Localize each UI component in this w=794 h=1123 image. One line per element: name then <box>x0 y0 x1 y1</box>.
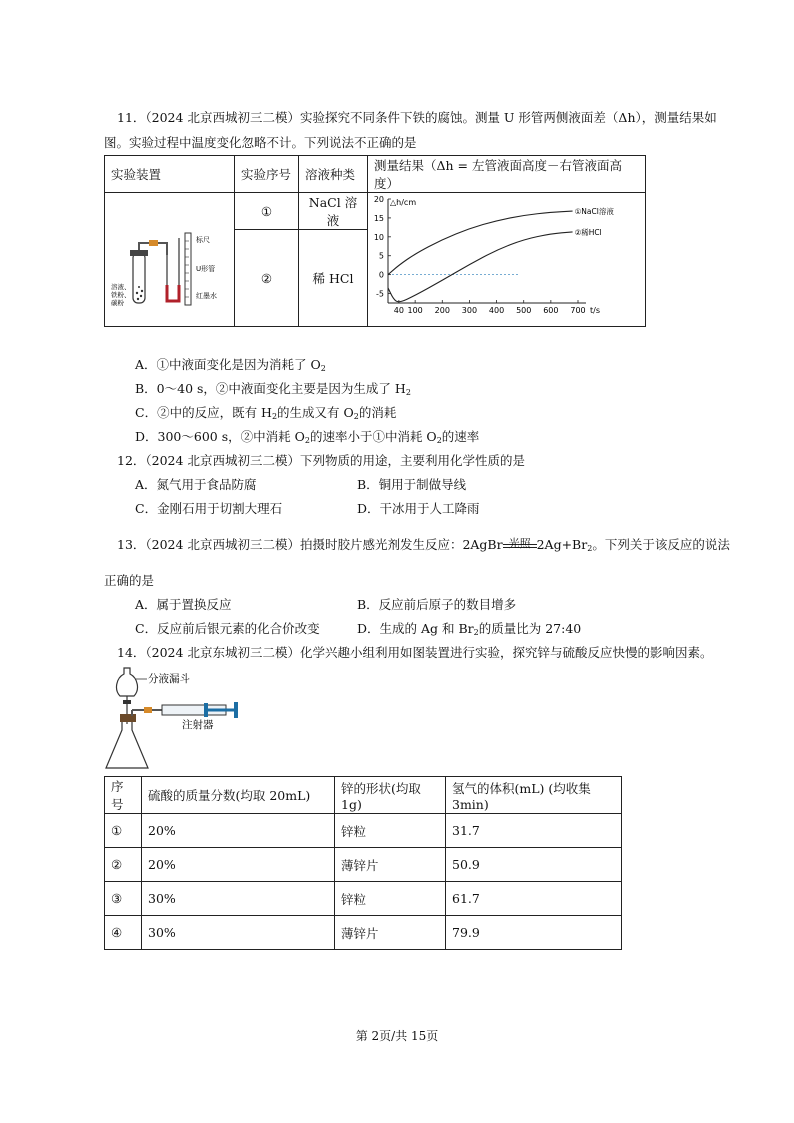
q14-header-h2-volume: 氢气的体积(mL) (均收集 3min) <box>446 777 622 814</box>
u-tube <box>167 238 179 301</box>
label-ruler: 标尺 <box>196 236 210 244</box>
y-tick-label: 0 <box>378 270 384 280</box>
delta-h-chart <box>368 193 645 323</box>
test-tube-stopper <box>130 250 148 256</box>
flask-stopper <box>120 714 136 722</box>
q11-header-no: 实验序号 <box>235 156 299 193</box>
label-left-1: 溶液、 <box>111 283 131 291</box>
q12-option-c: C．金刚石用于切割大理石 <box>135 501 283 516</box>
q14-header-no: 序号 <box>105 777 142 814</box>
chart-ticks <box>374 195 586 315</box>
page-footer: 第 2页/共 15页 <box>355 1029 439 1043</box>
series-label-2: ②稀HCl <box>574 227 602 237</box>
q14-table <box>104 776 622 950</box>
label-red-ink: 红墨水 <box>196 292 217 300</box>
syringe-plunger-head <box>204 703 208 717</box>
ruler <box>185 233 191 305</box>
u-tube-apparatus-figure <box>105 193 234 323</box>
x-tick-label: 300 <box>461 306 478 315</box>
test-tube <box>133 253 145 303</box>
tube-clamp <box>149 240 158 246</box>
q13-option-d: D．生成的 Ag 和 $Br_2$的质量比为 27:40 <box>357 621 582 637</box>
q12-option-b: B．铜用于制做导线 <box>357 477 467 492</box>
conical-flask <box>106 722 148 768</box>
chart-labels <box>390 198 614 315</box>
table-row: ① 20% 锌粒 31.7 <box>105 814 622 848</box>
y-tick-label: 20 <box>373 195 384 204</box>
tube-connector <box>144 707 152 713</box>
chart-axes <box>388 199 586 303</box>
table-row: ③ 30% 锌粒 61.7 <box>105 882 622 916</box>
q11-option-c: C．②中的反应，既有 $H_2$的生成又有 $O_2$的消耗 <box>135 405 397 421</box>
q11-stem-line2: 图。实验过程中温度变化忽略不计。下列说法不正确的是 <box>104 135 417 150</box>
q13-stem-line2: 正确的是 <box>104 573 155 588</box>
table-row: ④ 30% 薄锌片 79.9 <box>105 916 622 950</box>
red-ink <box>167 285 179 301</box>
q11-header-result: 测量结果（Δh = 左管液面高度－右管液面高度） <box>368 156 646 193</box>
q11-stem-line1: 11．（2024 北京西城初三二模）实验探究不同条件下铁的腐蚀。测量 U 形管两侧液面差（Δh），测量结果如 <box>117 110 717 125</box>
q14-header-concentration: 硫酸的质量分数(均取 20mL) <box>142 777 335 814</box>
series-line-1 <box>388 211 573 275</box>
label-left-2: 铁粉、 <box>111 291 131 299</box>
chart-series <box>388 211 573 302</box>
q11-row2-no: ② <box>235 230 299 327</box>
q11-table <box>104 155 646 327</box>
apparatus-cell <box>105 193 235 327</box>
q11-option-d: D．300～600 s，②中消耗 $O_2$的速率小于①中消耗 $O_2$的速率 <box>135 429 480 445</box>
x-tick-label: 40 <box>393 306 404 315</box>
iron-carbon-powder <box>136 286 143 300</box>
x-tick-label: 700 <box>570 306 586 315</box>
table-row: ② 20% 薄锌片 50.9 <box>105 848 622 882</box>
y-tick-label: 5 <box>378 251 384 261</box>
chart-cell <box>368 193 646 327</box>
q13-option-b: B．反应前后原子的数目增多 <box>357 597 517 612</box>
label-utube: U形管 <box>196 265 216 273</box>
q11-option-a: A．①中液面变化是因为消耗了 $O_2$ <box>135 357 326 373</box>
x-tick-label: 200 <box>434 306 450 315</box>
separatory-funnel <box>117 668 138 696</box>
q11-header-solution: 溶液种类 <box>299 156 368 193</box>
q14-header-zinc-shape: 锌的形状(均取 1g) <box>335 777 446 814</box>
q11-row2-solution: 稀 HCl <box>299 230 368 327</box>
label-funnel: 分液漏斗 <box>148 673 190 685</box>
zinc-acid-apparatus-figure <box>100 664 270 772</box>
series-line-2 <box>388 232 573 302</box>
q12-option-d: D．干冰用于人工降雨 <box>357 501 480 516</box>
y-tick-label: 15 <box>373 213 384 223</box>
label-left-3: 碳粉 <box>111 299 124 307</box>
q11-header-apparatus: 实验装置 <box>105 156 235 193</box>
x-tick-label: 400 <box>488 306 505 315</box>
funnel-stopcock <box>123 700 131 704</box>
y-axis-label: △h/cm <box>390 198 417 207</box>
y-tick-label: -5 <box>376 289 384 299</box>
x-axis-label: t/s <box>590 306 600 315</box>
q14-stem: 14．（2024 北京东城初三二模）化学兴趣小组利用如图装置进行实验，探究锌与硫酸反应快慢的影响因素。 <box>117 645 713 660</box>
series-label-1: ①NaCl溶液 <box>574 207 614 217</box>
label-syringe: 注射器 <box>182 719 214 731</box>
x-tick-label: 600 <box>543 306 559 315</box>
q11-row1-no: ① <box>235 193 299 230</box>
q11-option-b: B．0～40 s，②中液面变化主要是因为生成了 $H_2$ <box>135 381 411 397</box>
x-tick-label: 500 <box>516 306 532 315</box>
q12-option-a: A．氮气用于食品防腐 <box>135 477 257 492</box>
x-tick-label: 100 <box>407 306 423 315</box>
y-tick-label: 10 <box>373 232 384 242</box>
q12-stem: 12．（2024 北京西城初三二模）下列物质的用途，主要利用化学性质的是 <box>117 453 525 468</box>
q13-option-c: C．反应前后银元素的化合价改变 <box>135 621 320 636</box>
q11-row1-solution: NaCl 溶液 <box>299 193 368 230</box>
syringe-plunger-end <box>234 702 238 718</box>
q13-stem-line1: 13．（2024 北京西城初三二模）拍摄时胶片感光剂发生反应：2AgBr 光照 $2Ag+Br_2$。下列关于该反应的说法 <box>117 537 730 553</box>
q13-option-a: A．属于置换反应 <box>135 597 232 612</box>
